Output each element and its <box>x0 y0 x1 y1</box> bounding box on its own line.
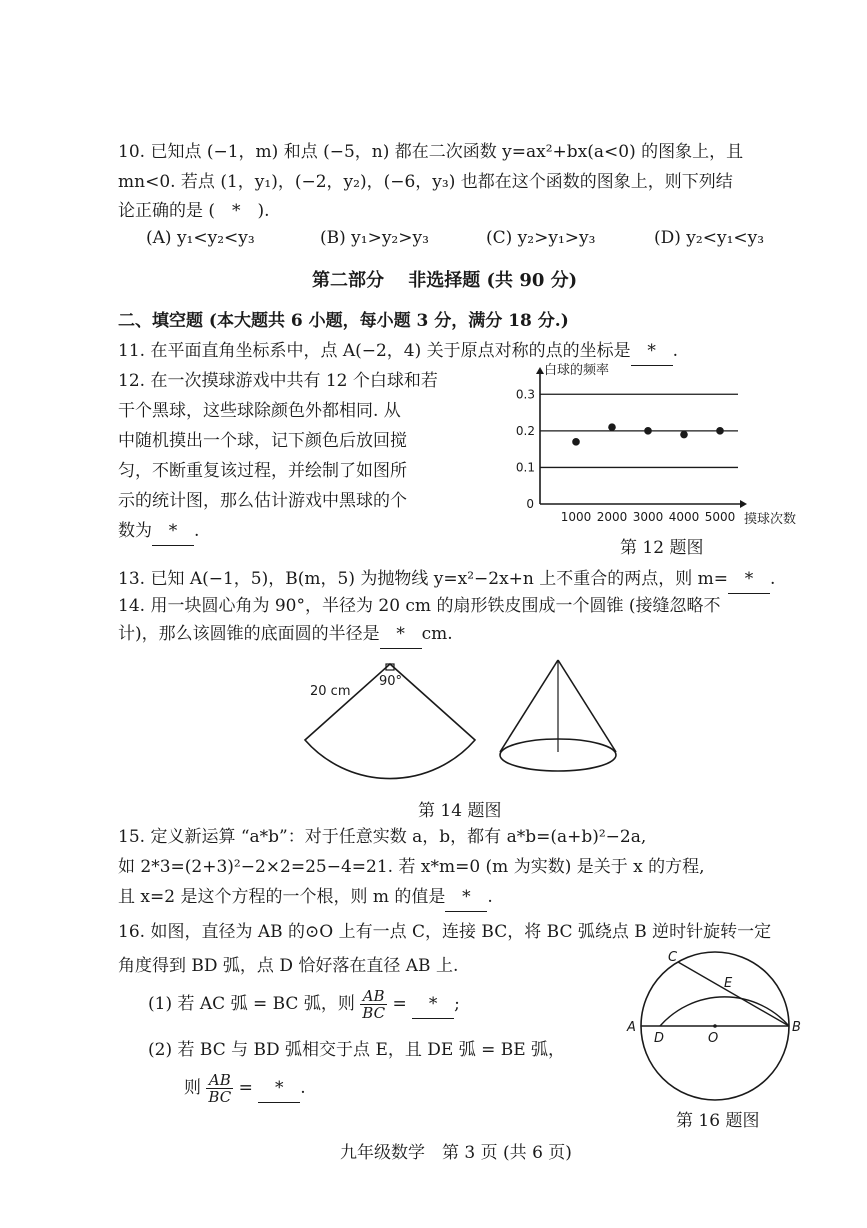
q10-line1: 10. 已知点 (−1，m) 和点 (−5，n) 都在二次函数 y=ax²+bx(a<0) 的图象上，且 <box>118 142 744 162</box>
q15-line1: 15. 定义新运算 “a*b”：对于任意实数 a，b，都有 a*b=(a+b)²−2a, <box>118 827 647 847</box>
fraction-numerator: AB <box>206 1072 233 1089</box>
q10-option-c: (C) y₂>y₁>y₃ <box>486 228 596 248</box>
q10-line2: mn<0. 若点 (1，y₁)，(−2，y₂)，(−6，y₃) 也都在这个函数的图象上，则下列结 <box>118 172 733 192</box>
q12-line5: 示的统计图，那么估计游戏中黑球的个 <box>118 491 407 511</box>
q16-sub1-prefix: (1) 若 AC 弧 = BC 弧，则 <box>148 994 355 1014</box>
q16-sub2b: 则 $\frac{AB}{BC}$ = * . <box>184 1071 306 1106</box>
data-point <box>716 427 724 435</box>
label-b: B <box>792 1020 801 1035</box>
x-tick-label: 3000 <box>632 510 664 524</box>
label-d: D <box>654 1031 665 1046</box>
label-c: C <box>668 950 678 965</box>
y-axis-arrow <box>536 367 544 374</box>
q14-answer-blank: * <box>380 620 422 649</box>
data-point <box>608 423 616 431</box>
center-point <box>713 1024 717 1028</box>
y-tick-label: 0.2 <box>515 423 535 438</box>
q14-caption: 第 14 题图 <box>418 801 502 821</box>
q11-stem: 11. 在平面直角坐标系中，点 A(−2，4) 关于原点对称的点的坐标是 <box>118 341 631 361</box>
x-tick-label: 5000 <box>704 510 736 524</box>
q15-answer-blank: * <box>445 883 487 912</box>
y-axis-label: 白球的频率 <box>544 363 610 378</box>
q13-text <box>118 565 775 594</box>
y-tick-label: 0.3 <box>515 387 535 402</box>
x-tick-label: 2000 <box>596 510 628 524</box>
label-e: E <box>724 976 733 991</box>
sector-angle-label: 90° <box>379 674 403 689</box>
q16-figure <box>620 945 815 1105</box>
q16-sub2b-prefix: 则 <box>184 1078 201 1098</box>
q12-answer-blank: * <box>152 517 194 546</box>
q12-caption: 第 12 题图 <box>620 538 704 558</box>
q12-end: . <box>194 521 200 541</box>
label-a: A <box>627 1020 636 1035</box>
sector-radius-label: 20 cm <box>310 684 351 699</box>
part2-title: 第二部分 非选择题 (共 90 分) <box>312 270 578 291</box>
q12-last-prefix: 数为 <box>118 521 152 541</box>
q15-line2: 如 2*3=(2+3)²−2×2=25−4=21. 若 x*m=0 (m 为实数) 是关于 x 的方程, <box>118 857 705 877</box>
q16-sub1-fraction <box>360 988 387 1021</box>
q12-line4: 匀，不断重复该过程，并绘制了如图所 <box>118 461 407 481</box>
q12-line1: 12. 在一次摸球游戏中共有 12 个白球和若 <box>118 371 438 391</box>
q11-answer-blank: * <box>631 337 673 366</box>
q12-line6 <box>118 517 199 546</box>
data-point <box>680 431 688 439</box>
x-axis-arrow <box>740 500 747 508</box>
data-point <box>644 427 652 435</box>
q10-option-a: (A) y₁<y₂<y₃ <box>146 228 255 248</box>
origin-label: 0 <box>526 497 534 511</box>
data-point <box>572 438 580 446</box>
q16-sub2-fraction <box>206 1072 233 1105</box>
x-axis-label: 摸球次数 <box>744 512 797 527</box>
x-tick-label: 4000 <box>668 510 700 524</box>
fraction-denominator: BC <box>362 1004 386 1022</box>
q16-sub1-blank: * <box>412 990 454 1019</box>
arc-bd <box>660 997 789 1026</box>
q16-line1: 16. 如图，直径为 AB 的⊙O 上有一点 C，连接 BC，将 BC 弧绕点 B 逆时针旋转一定 <box>118 922 772 942</box>
q16-sub2: (2) 若 BC 与 BD 弧相交于点 E，且 DE 弧 = BE 弧， <box>148 1040 566 1060</box>
q16-caption: 第 16 题图 <box>676 1111 760 1131</box>
q15-end: . <box>487 887 493 907</box>
label-o: O <box>708 1031 719 1046</box>
q11-end: . <box>672 341 679 361</box>
q12-line3: 中随机摸出一个球，记下颜色后放回搅 <box>118 431 407 451</box>
x-tick-label: 1000 <box>560 510 592 524</box>
q13-stem: 13. 已知 A(−1，5)，B(m，5) 为抛物线 y=x²−2x+n 上不重合的两点，则 m= <box>118 569 729 589</box>
q10-option-d: (D) y₂<y₁<y₃ <box>654 228 765 248</box>
chord-bc <box>678 962 789 1026</box>
q16-sub2-blank: * <box>258 1074 300 1103</box>
q15-line3-prefix: 且 x=2 是这个方程的一个根，则 m 的值是 <box>118 887 446 907</box>
y-tick-label: 0.1 <box>515 460 535 475</box>
q10-option-b: (B) y₁>y₂>y₃ <box>320 228 429 248</box>
q12-frequency-chart <box>500 362 830 532</box>
cone-left-slant <box>500 660 558 752</box>
cone-right-slant <box>558 660 616 752</box>
q13-end: . <box>770 569 776 589</box>
q15-line3 <box>118 883 493 912</box>
fraction-numerator: AB <box>360 988 387 1005</box>
section2-heading: 二、填空题 (本大题共 6 小题，每小题 3 分，满分 18 分.) <box>118 311 569 331</box>
q16-line2: 角度得到 BD 弧，点 D 恰好落在直径 AB 上. <box>118 956 459 976</box>
q16-sub1: (1) 若 AC 弧 = BC 弧，则 $\frac{AB}{BC}$ = * ; <box>148 987 460 1022</box>
q14-line2-prefix: 计)，那么该圆锥的底面圆的半径是 <box>118 624 380 644</box>
q14-line2-suffix: cm. <box>421 624 453 644</box>
q14-line2 <box>118 620 453 649</box>
page-footer: 九年级数学 第 3 页 (共 6 页) <box>340 1143 572 1163</box>
q14-line1: 14. 用一块圆心角为 90°，半径为 20 cm 的扇形铁皮围成一个圆锥 (接缝忽略不 <box>118 596 721 616</box>
q12-line2: 干个黑球，这些球除颜色外都相同. 从 <box>118 401 401 421</box>
fraction-denominator: BC <box>208 1088 232 1106</box>
q14-figure <box>295 655 625 780</box>
q10-line3: 论正确的是 ( * ). <box>118 201 270 221</box>
q13-answer-blank: * <box>728 565 770 594</box>
